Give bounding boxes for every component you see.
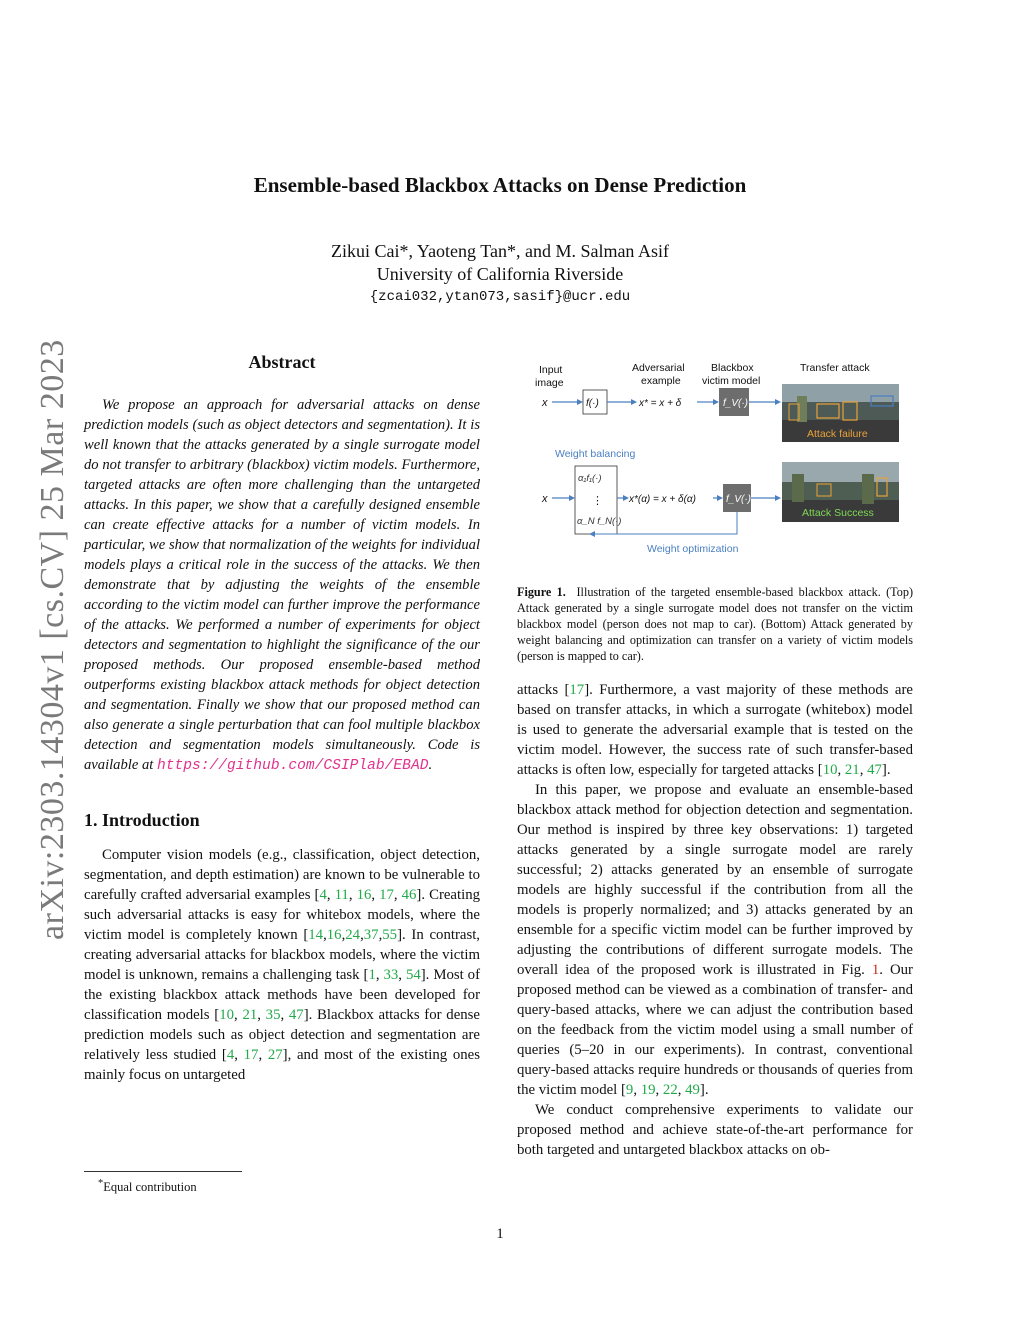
text-run: ]. Creating such adversarial attacks is easy for whitebox models, where the victim model is completely known [ xyxy=(84,887,481,943)
intro-heading: 1. Introduction xyxy=(84,810,200,830)
text-run: , xyxy=(655,1082,663,1098)
figure-ref-link[interactable]: 1 xyxy=(871,962,880,978)
citation-link[interactable]: 55 xyxy=(382,927,398,943)
citation-link[interactable]: 17 xyxy=(569,682,585,698)
affiliation: University of California Riverside xyxy=(376,264,624,284)
text-run: , xyxy=(375,967,384,983)
citation-link[interactable]: 4 xyxy=(319,887,327,903)
citation-link[interactable]: 47 xyxy=(867,762,882,778)
text-run: , xyxy=(234,1007,243,1023)
footnote-rule xyxy=(84,1171,242,1172)
text-run: , xyxy=(323,927,327,943)
citation-link[interactable]: 16 xyxy=(326,927,342,943)
text-run: , xyxy=(371,887,380,903)
bottom-fv: f_V(·) xyxy=(726,494,751,505)
label-blackbox: Blackbox xyxy=(711,362,754,374)
attack-failure-label: Attack failure xyxy=(807,428,868,440)
citation-link[interactable]: 22 xyxy=(662,1082,678,1098)
text-run: ]. Furthermore, a vast majority of these methods are based on transfer attacks, in which a surrogate (whitebox) model is used to generate the adversarial example that is tested on the victim model. However, the success rate of such transfer-based attacks is often low, especially for targeted attacks [ xyxy=(517,682,913,778)
author-block xyxy=(0,240,1000,309)
text-run: Computer vision models (e.g., classification, object detection, segmentation, and depth estimation) are known to be vulnerable to carefully crafted adversarial examples [ xyxy=(84,847,480,903)
citation-link[interactable]: 10 xyxy=(219,1007,234,1023)
citation-link[interactable]: 33 xyxy=(383,967,399,983)
text-run: We conduct comprehensive experiments to validate our proposed method and achieve state-of-the-art performance for both targeted and untargeted blackbox attacks on ob- xyxy=(517,1102,913,1158)
email: {zcai032,ytan073,sasif}@ucr.edu xyxy=(369,289,631,305)
label-example: example xyxy=(641,375,681,387)
text-run: . Our proposed method can be viewed as a combination of transfer- and query-based attacks, where we can adjust the contribution based on the feedback from the victim model using a small number of queries (5–20 in our experiments). In contrast, conventional query-based attacks require hundreds or thousands of queries from the victim model [ xyxy=(517,962,913,1098)
text-run: , xyxy=(398,967,406,983)
right-paragraph-3 xyxy=(517,1100,913,1160)
citation-link[interactable]: 9 xyxy=(625,1082,634,1098)
citation-link[interactable]: 47 xyxy=(288,1007,304,1023)
text-run: , xyxy=(280,1007,289,1023)
text-run: , xyxy=(234,1047,244,1063)
citation-link[interactable]: 24 xyxy=(345,927,361,943)
attack-success-label: Attack Success xyxy=(802,507,874,519)
label-image: image xyxy=(535,377,564,389)
text-run: , xyxy=(326,887,335,903)
top-xstar: x* = x + δ xyxy=(639,398,682,409)
left-column xyxy=(84,352,480,1085)
caption-label: Figure 1. xyxy=(517,585,566,599)
citation-link[interactable]: 35 xyxy=(265,1007,281,1023)
footnote xyxy=(98,1178,197,1195)
citation-link[interactable]: 17 xyxy=(379,887,394,903)
footnote-mark: * xyxy=(98,1178,104,1189)
text-run: , xyxy=(348,887,357,903)
text-run: , xyxy=(378,927,383,943)
bottom-x: x xyxy=(542,493,548,505)
citation-link[interactable]: 4 xyxy=(226,1047,235,1063)
text-run: In this paper, we propose and evaluate an ensemble-based blackbox attack method for objection detection and segmentation. Our method is inspired by three key observations: 1) targeted attacks generated by a single surrogate model are rarely successful; 2) attacks generated by an ensemble of surrogate models are highly successful if the contribution from all the models is properly normalized; and 3) attacks generated by an ensemble for a specific victim model can be further improved by adjusting the contributions of different surrogate models. The overall idea of the proposed work is illustrated in Fig. xyxy=(517,782,913,978)
text-run: ]. xyxy=(881,762,891,778)
label-input: Input xyxy=(539,364,563,376)
figure-1 xyxy=(517,356,913,576)
footnote-text: Equal contribution xyxy=(103,1180,197,1195)
text-run: , xyxy=(258,1047,268,1063)
top-fv: f_V(·) xyxy=(723,398,748,409)
abstract-end: . xyxy=(428,757,433,773)
label-weight-balancing: Weight balancing xyxy=(555,448,636,460)
abstract-heading: Abstract xyxy=(248,352,316,372)
bottom-anfn: α_N f_N(·) xyxy=(577,516,622,527)
text-run: , xyxy=(633,1082,641,1098)
abstract-body: We propose an approach for adversarial attacks on dense prediction models (such as object detectors and segmentation). It is well known that the attacks generated by a single surrogate model do not transfer to arbitrary (blackbox) victim models. Furthermore, targeted attacks are often more challenging than the untargeted attacks. In this paper, we show that a carefully designed ensemble can create effective attacks for a number of victim models. In particular, we show that normalization of the weights for individual models plays a critical role in the success of the attacks. We then demonstrate that by adjusting the weights of the ensemble according to the victim model can further improve the performance of the attacks. We performed a number of experiments for object detectors and segmentation to highlight the significance of the our proposed methods. Our proposed ensemble-based method outperforms existing blackbox attack methods for object detection and segmentation. Finally we show that our proposed method can also generate a single perturbation that can fool multiple blackbox detection and segmentation models simultaneously. Code is available at xyxy=(84,397,480,773)
text-run: , xyxy=(393,887,402,903)
label-transfer-attack: Transfer attack xyxy=(800,362,870,374)
text-run: , xyxy=(677,1082,686,1098)
citation-link[interactable]: 27 xyxy=(267,1047,283,1063)
right-paragraph-2 xyxy=(517,780,913,1100)
text-run: ], and most of the existing ones mainly focus on untargeted xyxy=(84,1047,480,1083)
citation-link[interactable]: 16 xyxy=(356,887,372,903)
right-paragraph-1 xyxy=(517,680,913,780)
text-run: , xyxy=(360,927,364,943)
label-victim-model: victim model xyxy=(702,375,761,387)
page-number: 1 xyxy=(496,1226,504,1242)
caption-text: Illustration of the targeted ensemble-based blackbox attack. (Top) Attack generated by a single surrogate model does not transfer on the victim blackbox model (person does not map to car). (Bottom) Attack generated by weight balancing and optimization can transfer on a variety of victim models (person is mapped to car). xyxy=(517,585,914,663)
figure-caption xyxy=(517,584,913,664)
citation-link[interactable]: 49 xyxy=(685,1082,700,1098)
abstract-text xyxy=(84,395,480,776)
top-x: x xyxy=(542,397,548,409)
text-run: ]. Most of the existing blackbox attack methods have been developed for classification models [ xyxy=(84,967,481,1023)
bottom-xstar: x*(α) = x + δ(α) xyxy=(629,494,696,505)
intro-paragraph-1 xyxy=(84,845,480,1085)
citation-link[interactable]: 19 xyxy=(640,1082,656,1098)
text-run: , xyxy=(257,1007,266,1023)
paper-title: Ensemble-based Blackbox Attacks on Dense Prediction xyxy=(253,173,747,197)
arxiv-sidebar: arXiv:2303.14304v1 [cs.CV] 25 Mar 2023 xyxy=(34,339,71,940)
attack-failure-image xyxy=(782,384,899,442)
code-link[interactable]: https://github.com/CSIPlab/EBAD xyxy=(156,758,429,774)
citation-link[interactable]: 37 xyxy=(363,927,379,943)
text-run: , xyxy=(859,762,868,778)
text-run: attacks [ xyxy=(517,682,570,698)
citation-link[interactable]: 10 xyxy=(822,762,838,778)
text-run: , xyxy=(837,762,845,778)
top-f: f(·) xyxy=(586,398,599,409)
citation-link[interactable]: 21 xyxy=(242,1007,258,1023)
right-column xyxy=(517,356,913,1160)
label-weight-optimization: Weight optimization xyxy=(647,543,739,555)
citation-link[interactable]: 54 xyxy=(405,967,421,983)
citation-link[interactable]: 21 xyxy=(844,762,860,778)
text-run: ]. xyxy=(699,1082,709,1098)
text-run: ]. Blackbox attacks for dense prediction models such as object detection and segmentation are relatively less studied [ xyxy=(84,1007,480,1063)
citation-link[interactable]: 17 xyxy=(243,1047,259,1063)
bottom-dots: ⋮ xyxy=(592,495,603,507)
citation-link[interactable]: 11 xyxy=(334,887,349,903)
citation-link[interactable]: 1 xyxy=(368,967,376,983)
attack-success-image xyxy=(782,462,899,522)
citation-link[interactable]: 46 xyxy=(401,887,417,903)
authors: Zikui Cai*, Yaoteng Tan*, and M. Salman Asif xyxy=(331,241,669,261)
text-run: ]. In contrast, creating adversarial attacks for blackbox models, where the victim model is unknown, remains a challenging task [ xyxy=(84,927,481,983)
citation-link[interactable]: 14 xyxy=(308,927,324,943)
label-adversarial: Adversarial xyxy=(632,362,685,374)
bottom-a1f1: α₁f₁(·) xyxy=(578,473,602,484)
text-run: , xyxy=(341,927,346,943)
